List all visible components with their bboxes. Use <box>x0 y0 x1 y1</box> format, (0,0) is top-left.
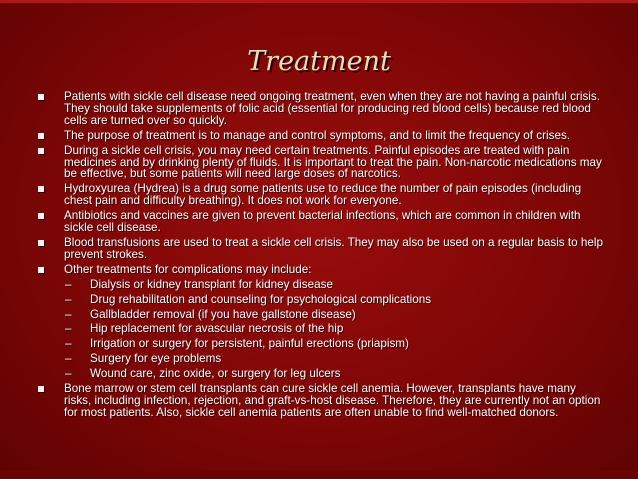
square-bullet-icon <box>38 267 44 273</box>
bullet-item <box>38 210 604 234</box>
sub-item-text: Irrigation or surgery for persistent, painful erections (priapism) <box>90 337 409 351</box>
bullet-item <box>38 237 604 261</box>
square-bullet-icon <box>38 133 44 139</box>
bullet-item <box>38 91 604 127</box>
bullet-text: Antibiotics and vaccines are given to prevent bacterial infections, which are common in children with sickle cell disease. <box>64 209 581 235</box>
dash-bullet-icon: – <box>65 352 72 366</box>
bullet-item <box>38 145 604 181</box>
bullet-item <box>38 383 604 419</box>
bullet-text: Patients with sickle cell disease need ongoing treatment, even when they are not having a painful crisis. They should take supplements of folic acid (essential for producing red blood cells) because red blood cells are turned over so quickly. <box>64 90 600 127</box>
bullet-text: During a sickle cell crisis, you may need certain treatments. Painful episodes are treated with pain medicines and by drinking plenty of fluids. It is important to treat the pain. Non-narcotic medications may be effective, but some patients will need large doses of narcotics. <box>64 143 602 181</box>
square-bullet-icon <box>38 386 44 392</box>
sub-item <box>38 323 604 335</box>
bullet-text: Hydroxyurea (Hydrea) is a drug some patients use to reduce the number of pain episodes (including chest pain and difficulty breathing). It does not work for everyone. <box>64 182 582 208</box>
sub-item <box>38 338 604 350</box>
bullet-text: The purpose of treatment is to manage and control symptoms, and to limit the frequency of crises. <box>64 128 571 142</box>
dash-bullet-icon: – <box>65 367 72 381</box>
bullet-text: Blood transfusions are used to treat a sickle cell crisis. They may also be used on a regular basis to help prevent strokes. <box>64 235 603 261</box>
sub-item <box>38 368 604 380</box>
sub-item <box>38 309 604 321</box>
square-bullet-icon <box>38 240 44 246</box>
sub-item-text: Surgery for eye problems <box>90 352 222 366</box>
sub-item-text: Wound care, zinc oxide, or surgery for leg ulcers <box>90 367 341 381</box>
sub-item <box>38 353 604 365</box>
sub-item <box>38 279 604 291</box>
sub-item-text: Gallbladder removal (if you have gallstone disease) <box>90 307 356 321</box>
bullet-item <box>38 130 604 142</box>
sub-item-text: Drug rehabilitation and counseling for psychological complications <box>90 292 432 306</box>
square-bullet-icon <box>38 213 44 219</box>
slide-title: Treatment <box>247 46 391 77</box>
bullet-item <box>38 183 604 207</box>
bullet-list <box>38 91 604 422</box>
dash-bullet-icon: – <box>65 307 72 321</box>
dash-bullet-icon: – <box>65 277 72 291</box>
square-bullet-icon <box>38 186 44 192</box>
sub-item <box>38 294 604 306</box>
dash-bullet-icon: – <box>65 322 72 336</box>
square-bullet-icon <box>38 94 44 100</box>
sub-item-text: Dialysis or kidney transplant for kidney disease <box>90 277 333 291</box>
bullet-text: Other treatments for complications may include: <box>64 262 312 276</box>
bullet-text: Bone marrow or stem cell transplants can cure sickle cell anemia. However, transplants have many risks, including infection, rejection, and graft-vs-host disease. Therefore, they are currently not an option for most patients. Also, sickle cell anemia patients are often unable to find well-matched donors. <box>64 382 601 419</box>
sub-item-text: Hip replacement for avascular necrosis of the hip <box>90 322 344 336</box>
dash-bullet-icon: – <box>65 292 72 306</box>
square-bullet-icon <box>38 148 44 154</box>
top-accent-line <box>0 0 638 3</box>
bottom-band <box>0 471 638 479</box>
dash-bullet-icon: – <box>65 337 72 351</box>
bullet-item <box>38 264 604 276</box>
